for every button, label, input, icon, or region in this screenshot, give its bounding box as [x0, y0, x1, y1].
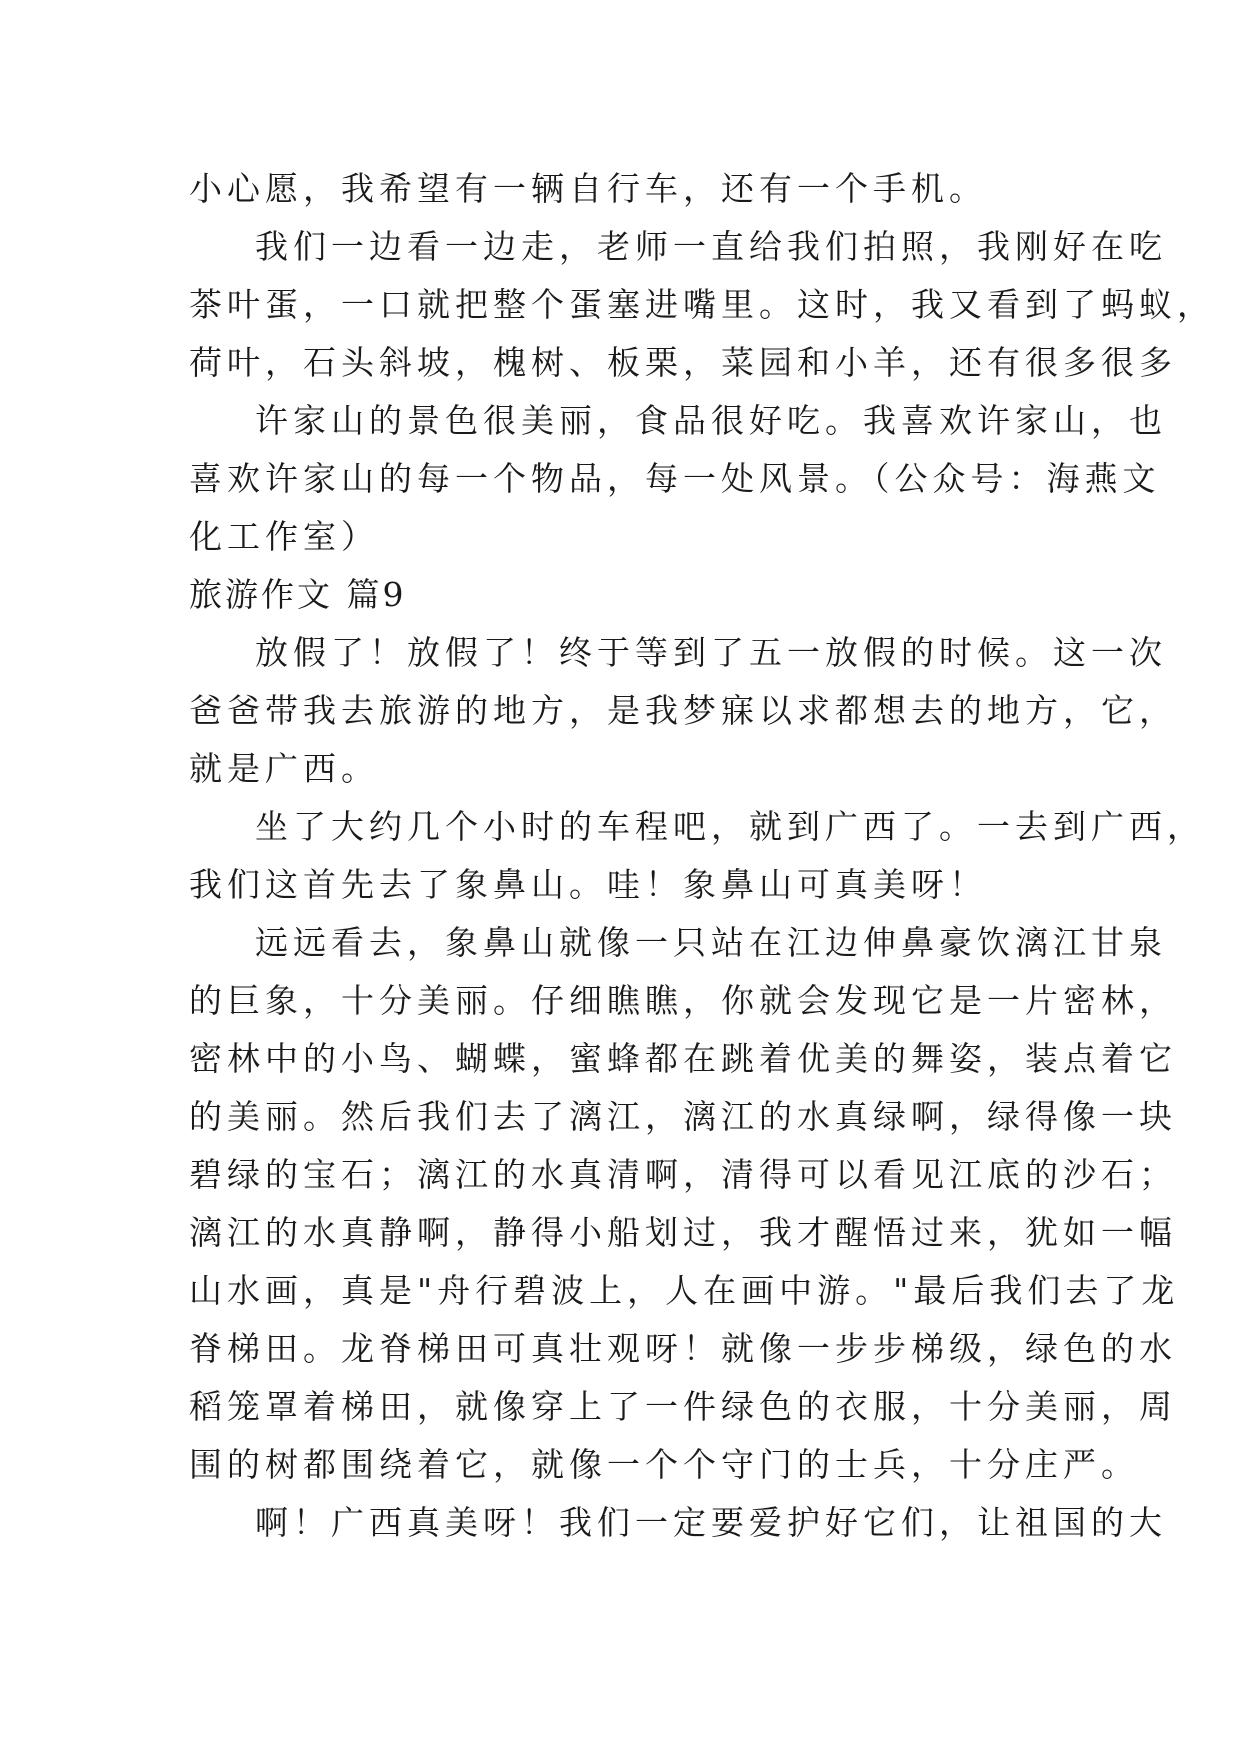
- text-line: 脊梯田。龙脊梯田可真壮观呀！就像一步步梯级，绿色的水: [189, 1329, 1177, 1368]
- article-body: [189, 160, 1215, 1552]
- text-line: 密林中的小鸟、蝴蝶，蜜蜂都在跳着优美的舞姿，装点着它: [189, 1039, 1177, 1078]
- text-line: 的美丽。然后我们去了漓江，漓江的水真绿啊，绿得像一块: [189, 1097, 1177, 1136]
- text-line: 小心愿，我希望有一辆自行车，还有一个手机。: [189, 169, 987, 208]
- text-line: 啊！广西真美呀！我们一定要爱护好它们，让祖国的大: [255, 1503, 1167, 1542]
- text-line: 化工作室）: [189, 517, 379, 556]
- text-line: 许家山的景色很美丽，食品很好吃。我喜欢许家山，也: [255, 401, 1167, 440]
- text-line: 爸爸带我去旅游的地方，是我梦寐以求都想去的地方，它，: [189, 691, 1177, 730]
- text-line: 的巨象，十分美丽。仔细瞧瞧，你就会发现它是一片密林，: [189, 981, 1177, 1020]
- text-line: 山水画，真是"舟行碧波上，人在画中游。"最后我们去了龙: [189, 1271, 1180, 1310]
- text-line: 我们这首先去了象鼻山。哇！象鼻山可真美呀！: [189, 865, 987, 904]
- text-line: 就是广西。: [189, 749, 379, 788]
- text-line: 喜欢许家山的每一个物品，每一处风景。（公众号：海燕文: [189, 459, 1161, 498]
- text-line: 我们一边看一边走，老师一直给我们拍照，我刚好在吃: [255, 227, 1167, 266]
- section-heading: 旅游作文 篇9: [189, 575, 407, 614]
- text-line: 围的树都围绕着它，就像一个个守门的士兵，十分庄严。: [189, 1445, 1139, 1484]
- text-line: 漓江的水真静啊，静得小船划过，我才醒悟过来，犹如一幅: [189, 1213, 1177, 1252]
- text-line: 碧绿的宝石；漓江的水真清啊，清得可以看见江底的沙石；: [189, 1155, 1177, 1194]
- text-line: 坐了大约几个小时的车程吧，就到广西了。一去到广西，: [255, 807, 1205, 846]
- text-line: 稻笼罩着梯田，就像穿上了一件绿色的衣服，十分美丽，周: [189, 1387, 1177, 1426]
- text-line: 荷叶，石头斜坡，槐树、板栗，菜园和小羊，还有很多很多: [189, 343, 1177, 382]
- text-line: 茶叶蛋，一口就把整个蛋塞进嘴里。这时，我又看到了蚂蚁，: [189, 285, 1215, 324]
- text-line: 远远看去，象鼻山就像一只站在江边伸鼻豪饮漓江甘泉: [255, 923, 1167, 962]
- text-line: 放假了！放假了！终于等到了五一放假的时候。这一次: [255, 633, 1167, 672]
